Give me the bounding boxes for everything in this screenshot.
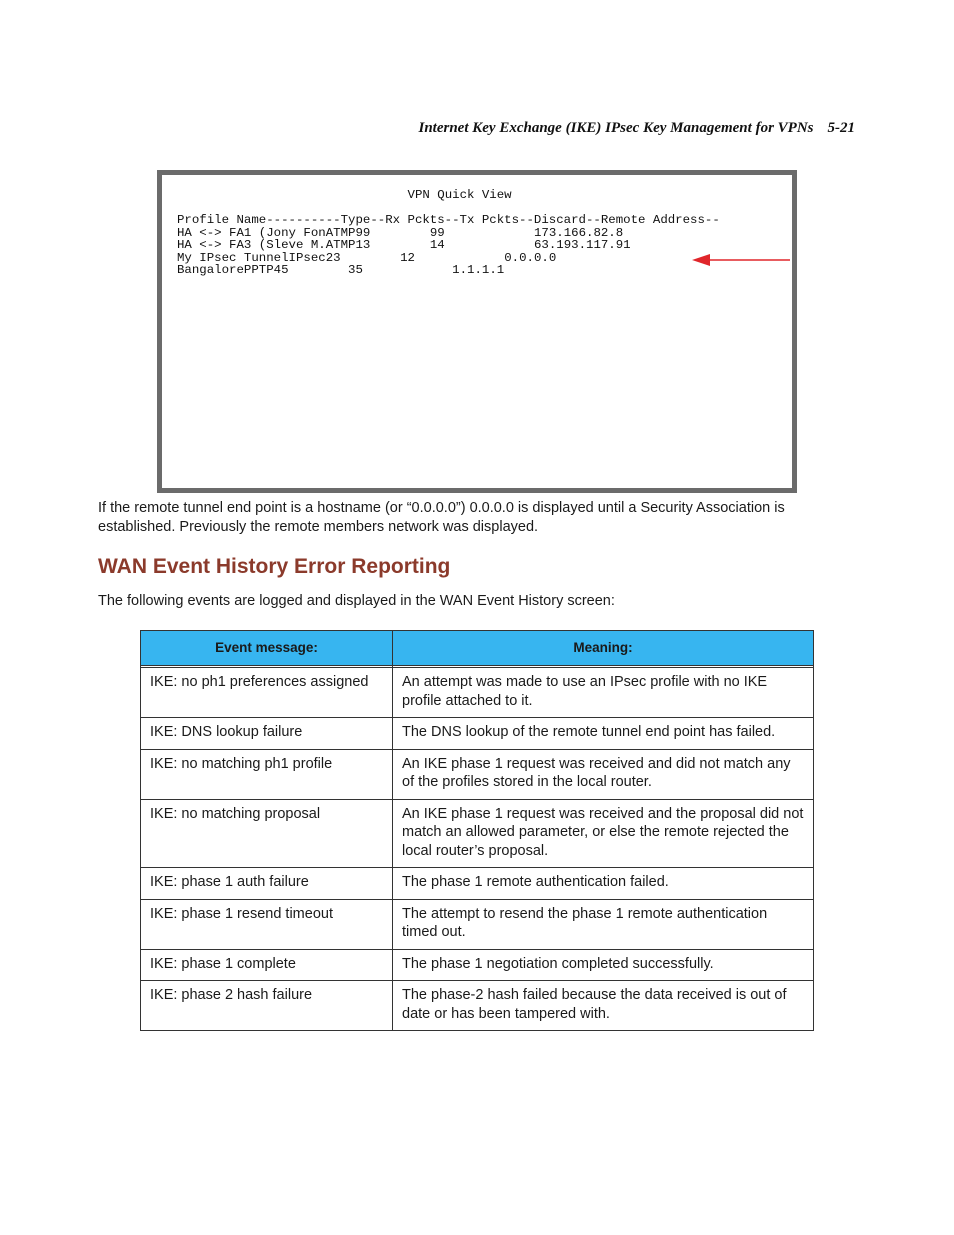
- profile-type: ATMP: [325, 238, 356, 252]
- table-row: [141, 899, 814, 949]
- table-row: [141, 799, 814, 868]
- tx-packets: 35: [348, 263, 363, 277]
- rx-packets: 99: [355, 225, 371, 240]
- tx-packets: 12: [400, 250, 415, 265]
- table-row: [141, 668, 814, 718]
- profile-name: HA <-> FA1 (Jony Fon: [177, 225, 326, 240]
- remote-address: 0.0.0.0: [504, 250, 557, 265]
- meaning-cell: An attempt was made to use an IPsec profile with no IKE profile attached to it.: [393, 668, 814, 718]
- rx-packets: 13: [355, 238, 371, 252]
- meaning-cell: The DNS lookup of the remote tunnel end point has failed.: [393, 718, 814, 750]
- meaning-cell: The phase 1 remote authentication failed.: [393, 868, 814, 900]
- profile-name: Bangalore: [177, 263, 244, 277]
- event-message-cell: IKE: no matching ph1 profile: [141, 749, 393, 799]
- meaning-cell: An IKE phase 1 request was received and the proposal did not match an allowed parameter, or else the remote rejected the local router’s proposal.: [393, 799, 814, 868]
- vpn-quick-view-screen: [157, 170, 797, 493]
- section-heading: WAN Event History Error Reporting: [98, 555, 451, 578]
- remote-address: 173.166.82.8: [533, 225, 624, 240]
- profile-name: My IPsec Tunnel: [177, 250, 289, 265]
- tx-packets: 99: [429, 225, 445, 240]
- event-table: [140, 630, 814, 1031]
- remote-address: 63.193.117.91: [533, 238, 631, 252]
- table-header-row: [141, 631, 814, 666]
- terminal-title: VPN Quick View: [407, 188, 512, 202]
- profile-name: HA <-> FA3 (Sleve M.: [177, 238, 326, 252]
- event-message-cell: IKE: phase 1 complete: [141, 949, 393, 981]
- header-event-message: Event message:: [141, 631, 393, 666]
- header-title: Internet Key Exchange (IKE) IPsec Key Management for VPNs: [418, 120, 814, 136]
- event-message-cell: IKE: no ph1 preferences assigned: [141, 668, 393, 718]
- event-message-cell: IKE: phase 1 resend timeout: [141, 899, 393, 949]
- profile-type: PPTP: [243, 263, 274, 277]
- table-row: [141, 949, 814, 981]
- rx-packets: 45: [273, 263, 289, 277]
- profile-type: ATMP: [325, 225, 356, 240]
- page-number: 5-21: [827, 120, 855, 136]
- meaning-cell: The phase-2 hash failed because the data received is out of date or has been tampered with.: [393, 981, 814, 1031]
- event-message-cell: IKE: no matching proposal: [141, 799, 393, 868]
- event-message-cell: IKE: DNS lookup failure: [141, 718, 393, 750]
- red-arrow-icon: [692, 253, 792, 267]
- table-row: [141, 718, 814, 750]
- table-row: [141, 981, 814, 1031]
- meaning-cell: The phase 1 negotiation completed successfully.: [393, 949, 814, 981]
- table-row: [141, 868, 814, 900]
- meaning-cell: The attempt to resend the phase 1 remote authentication timed out.: [393, 899, 814, 949]
- running-header: [419, 120, 856, 137]
- remote-address: 1.1.1.1: [452, 263, 505, 277]
- event-message-cell: IKE: phase 2 hash failure: [141, 981, 393, 1031]
- terminal-text: [177, 189, 720, 277]
- event-message-cell: IKE: phase 1 auth failure: [141, 868, 393, 900]
- terminal-columns: Profile Name----------Type--Rx Pckts--Tx Pckts--Discard--Remote Address--: [177, 213, 720, 227]
- header-meaning: Meaning:: [393, 631, 814, 666]
- rx-packets: 23: [325, 250, 341, 265]
- paragraph-remote-endpoint: If the remote tunnel end point is a hostname (or “0.0.0.0”) 0.0.0.0 is displayed until a Security Association is established. Previously the remote members network was displayed.: [98, 500, 785, 535]
- meaning-cell: An IKE phase 1 request was received and did not match any of the profiles stored in the local router.: [393, 749, 814, 799]
- table-row: [141, 749, 814, 799]
- tx-packets: 14: [429, 238, 445, 252]
- section-intro: The following events are logged and displayed in the WAN Event History screen:: [98, 593, 615, 609]
- profile-type: IPsec: [288, 250, 326, 265]
- terminal-row: [177, 263, 504, 277]
